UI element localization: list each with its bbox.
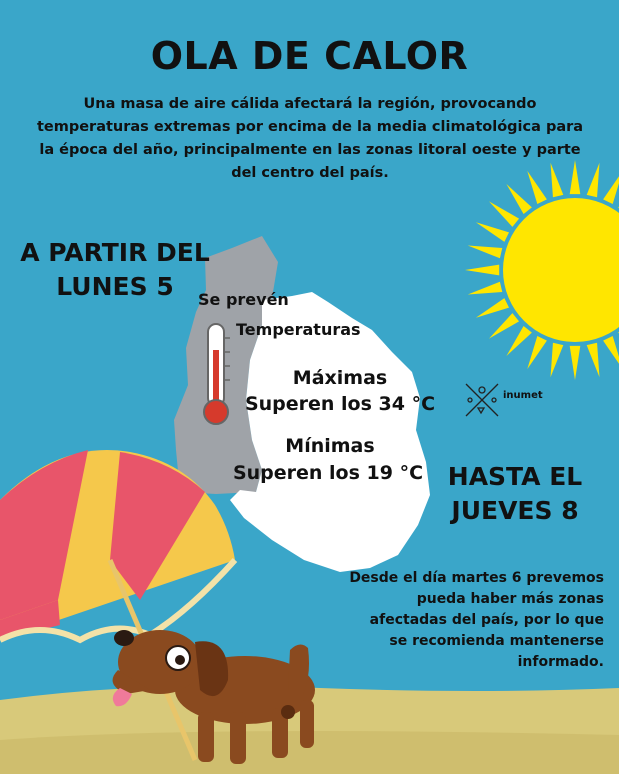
brand-name: inumet	[503, 390, 543, 401]
sun-ray	[468, 282, 503, 295]
page-title: OLA DE CALOR	[150, 34, 469, 78]
sun-ray	[468, 246, 503, 259]
sun-ray	[506, 184, 531, 214]
sun-ray	[570, 346, 581, 380]
sun-ray	[506, 326, 531, 356]
sun-icon	[465, 160, 619, 380]
forecast-temperatures: Temperaturas	[236, 320, 361, 339]
intro-text: Una masa de aire cálida afectará la región, provocando temperaturas extremas por encima de la media climatológica para la época del año, principalmente en las zonas litoral oeste y parte del centro del país.	[36, 96, 584, 181]
min-value: Superen los 19 °C	[232, 462, 424, 484]
start-line2: LUNES 5	[56, 272, 174, 301]
sun-ray	[551, 343, 564, 378]
sun-ray	[465, 265, 499, 276]
sun-ray	[476, 298, 509, 318]
inumet-logo-icon	[466, 384, 498, 416]
start-line1: A PARTIR DEL	[20, 238, 210, 267]
sun-ray	[476, 222, 509, 242]
until-line1: HASTA EL	[447, 462, 583, 491]
sun-ray	[489, 201, 519, 226]
sun-ray	[587, 343, 600, 378]
start-date	[20, 236, 210, 304]
advisory-note: Desde el día martes 6 prevemos pueda haber más zonas afectadas del país, por lo que se recomienda mantenerse informado.	[349, 570, 604, 670]
end-date	[430, 460, 600, 528]
sun-ray	[603, 336, 619, 369]
sun-ray	[603, 171, 619, 204]
until-line2: JUEVES 8	[451, 496, 579, 525]
sun-ray	[527, 336, 547, 369]
forecast-prevent: Se prevén	[198, 290, 289, 309]
max-value: Superen los 34 °C	[244, 393, 436, 415]
sun-ray	[489, 313, 519, 338]
min-label: Mínimas	[285, 435, 375, 457]
max-label: Máximas	[292, 367, 388, 389]
